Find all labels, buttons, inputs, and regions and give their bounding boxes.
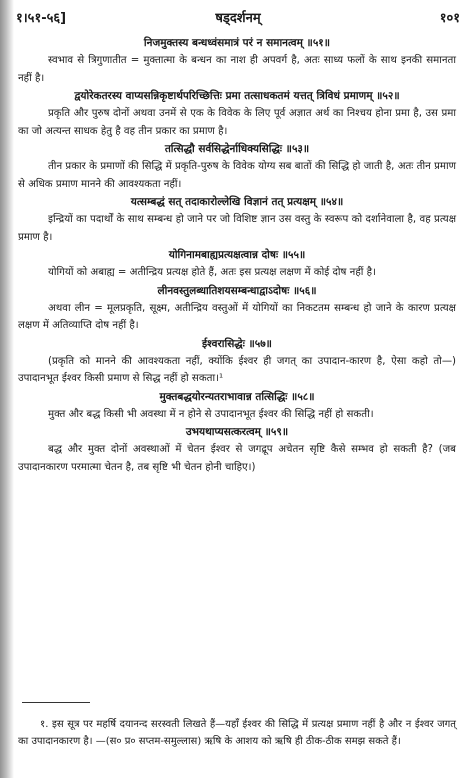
running-title: षड्दर्शनम् — [215, 11, 261, 26]
page-number: १०१ — [439, 11, 460, 26]
commentary-57: (प्रकृति को मानने की आवश्यकता नहीं, क्योंकि ईश्वर ही जगत् का उपादान-कारण है, ऐसा कहो तो—) उपादानभूत ईश्वर किसी प्रमाण से सिद्ध नहीं हो सकता।¹ — [18, 355, 456, 384]
binding-shadow — [0, 0, 14, 778]
footnote-divider — [22, 702, 90, 703]
sutra-56: लीनवस्तुलब्धातिशयसम्बन्धाद्वाऽदोषः ॥५६॥ — [157, 284, 317, 297]
commentary-52: प्रकृति और पुरुष दोनों अथवा उनमें से एक के विवेक के लिए पूर्व अज्ञात अर्थ का निश्चय होना प्रमा है, उस प्रमा का जो अत्यन्त साधक हेतु है वह तीन प्रकार का प्रमाण है। — [18, 108, 456, 137]
footnote: १. इस सूत्र पर महर्षि दयानन्द सरस्वती लिखते हैं—यहाँ ईश्वर की सिद्धि में प्रत्यक्ष प्रमाण नहीं है और न ईश्वर जगत् का उपादानकारण है। —(स० प्र० सप्तम-समुल्लास) ऋषि के आशय को ऋषि ही ठीक-ठीक समझ सकते हैं। — [18, 719, 456, 747]
sutra-58: मुक्तबद्धयोरन्यतराभावान्न तत्सिद्धिः ॥५८॥ — [159, 390, 315, 403]
page-header — [16, 8, 460, 30]
page-body — [18, 34, 456, 476]
commentary-58: मुक्त और बद्ध किसी भी अवस्था में न होने से उपादानभूत ईश्वर की सिद्धि नहीं हो सकती। — [48, 408, 374, 420]
sutra-54: यत्सम्बद्धं सत् तदाकारोल्लेखि विज्ञानं तत् प्रत्यक्षम् ॥५४॥ — [130, 196, 344, 208]
commentary-51: स्वभाव से त्रिगुणातीत = मुक्तात्मा के बन्धन का नाश ही अपवर्ग है, अतः साध्य फलों के साथ इनकी समानता नहीं है। — [18, 55, 456, 84]
sutra-59: उभयथाप्यसत्करत्वम् ॥५९॥ — [185, 426, 289, 438]
commentary-56: अथवा लीन = मूलप्रकृति, सूक्ष्म, अतीन्द्रिय वस्तुओं में योगियों का निकटतम सम्बन्ध हो जाने के कारण प्रत्यक्ष लक्षण में अतिव्याप्ति दोष नहीं है। — [18, 302, 456, 331]
sutra-53: तत्सिद्धौ सर्वसिद्धेर्नाधिक्यसिद्धिः ॥५३॥ — [164, 143, 310, 155]
sutra-51: निजमुक्तस्य बन्धध्वंसमात्रं परं न समानत्वम् ॥५१॥ — [143, 37, 331, 49]
commentary-59: बद्ध और मुक्त दोनों अवस्थाओं में चेतन ईश्वर से जगद्रूप अचेतन सृष्टि कैसे सम्भव हो सकती है? (जब उपादानकारण परमात्मा चेतन है, तब सृष्टि भी चेतन होनी चाहिए।) — [18, 444, 456, 473]
commentary-55: योगियों को अबाह्य = अतीन्द्रिय प्रत्यक्ष होते हैं, अतः इस प्रत्यक्ष लक्षण में कोई दोष नहीं है। — [48, 267, 376, 278]
commentary-53: तीन प्रकार के प्रमाणों की सिद्धि में प्रकृति-पुरुष के विवेक योग्य सब बातों की सिद्धि हो जाती है, अतः तीन प्रमाण से अधिक प्रमाण मानने की आवश्यकता नहीं। — [18, 161, 456, 190]
sutra-55: योगिनामबाह्यप्रत्यक्षत्वान्न दोषः ॥५५॥ — [168, 249, 306, 261]
commentary-54: इन्द्रियों का पदार्थों के साथ सम्बन्ध हो जाने पर जो विशिष्ट ज्ञान उस वस्तु के स्वरूप को दर्शानेवाला है, वह प्रत्यक्ष प्रमाण है। — [18, 214, 456, 243]
sutra-range: १।५१-५६] — [16, 11, 67, 26]
sutra-52: द्वयोरेकतरस्य वाप्यसन्निकृष्टार्थपरिच्छित्तिः प्रमा तत्साधकतमं यत्तत् त्रिविधं प्रमाणम् ॥५२॥ — [74, 90, 400, 102]
sutra-57: ईश्वरासिद्धेः ॥५७॥ — [202, 337, 272, 350]
